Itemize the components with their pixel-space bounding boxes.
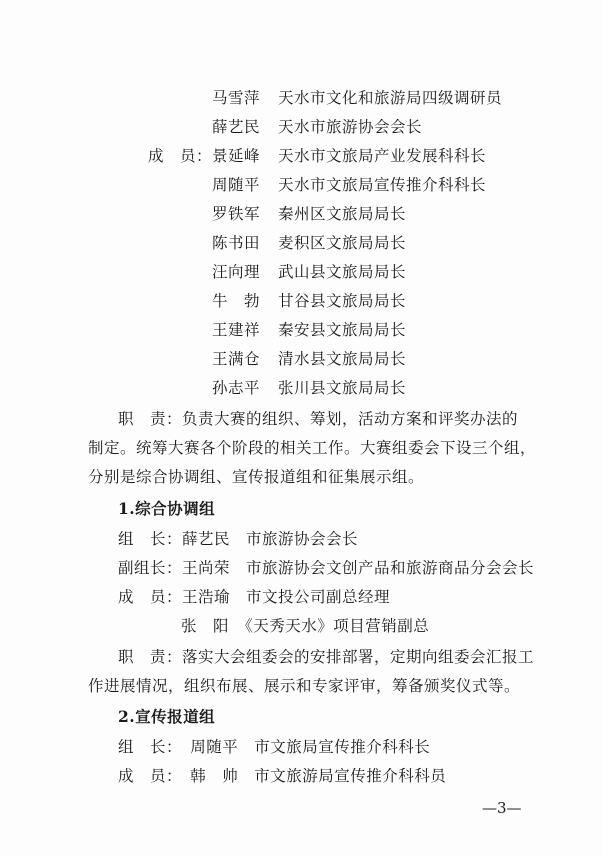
member-title: 张川县文旅局局长 xyxy=(278,379,407,397)
member-title: 天水市旅游协会会长 xyxy=(278,118,423,136)
member-title: 秦安县文旅局局长 xyxy=(278,321,407,339)
member-name: 罗铁军 xyxy=(212,205,261,223)
member-name: 景延峰 xyxy=(212,147,261,165)
member-name: 孙志平 xyxy=(212,379,261,397)
member-title: 秦州区文旅局局长 xyxy=(278,205,407,223)
member-title: 武山县文旅局局长 xyxy=(278,263,407,281)
member-name: 陈书田 xyxy=(212,234,261,252)
group1-heading: 1.综合协调组 xyxy=(118,499,216,518)
duty-line-3: 分别是综合协调组、宣传报道组和征集展示组。 xyxy=(88,468,425,486)
member-name: 周随平 xyxy=(212,176,261,194)
member-name: 汪向理 xyxy=(212,263,261,281)
member-title: 清水县文旅局局长 xyxy=(278,350,407,368)
group1-duty-2: 作进展情况，组织布展、展示和专家评审，筹备颁奖仪式等。 xyxy=(88,677,521,695)
duty-line-1: 职 责：负责大赛的组织、筹划，活动方案和评奖办法的 xyxy=(118,410,519,428)
group2-member: 成 员： 韩 帅 市文旅游局宣传推介科科员 xyxy=(118,767,447,785)
member-title: 甘谷县文旅局局长 xyxy=(278,292,407,310)
member-title: 天水市文旅局宣传推介科科长 xyxy=(278,176,487,194)
member-name: 马雪萍 xyxy=(212,89,261,107)
member-title: 天水市文旅局产业发展科科长 xyxy=(278,147,487,165)
member-name: 薛艺民 xyxy=(212,118,261,136)
page-number: —3— xyxy=(482,799,522,817)
group1-duty-1: 职 责：落实大会组委会的安排部署，定期向组委会汇报工 xyxy=(118,648,535,666)
group2-heading: 2.宣传报道组 xyxy=(118,707,216,726)
group1-member-2: 张 阳 《天秀天水》项目营销副总 xyxy=(181,617,430,635)
member-name: 牛 勃 xyxy=(212,292,261,310)
duty-line-2: 制定。统筹大赛各个阶段的相关工作。大赛组委会下设三个组， xyxy=(88,439,537,457)
member-name: 王满仓 xyxy=(212,350,261,368)
group1-leader: 组 长：薛艺民 市旅游协会会长 xyxy=(118,530,359,548)
group1-deputy: 副组长：王尚荣 市旅游协会文创产品和旅游商品分会会长 xyxy=(118,559,535,577)
member-name: 王建祥 xyxy=(212,321,261,339)
group1-member-1: 成 员：王浩瑜 市文投公司副总经理 xyxy=(118,588,391,606)
member-title: 麦积区文旅局局长 xyxy=(278,234,407,252)
group2-leader: 组 长： 周随平 市文旅局宣传推介科科长 xyxy=(118,738,431,756)
member-role-label: 成 员： xyxy=(148,147,213,165)
member-title: 天水市文化和旅游局四级调研员 xyxy=(278,89,503,107)
